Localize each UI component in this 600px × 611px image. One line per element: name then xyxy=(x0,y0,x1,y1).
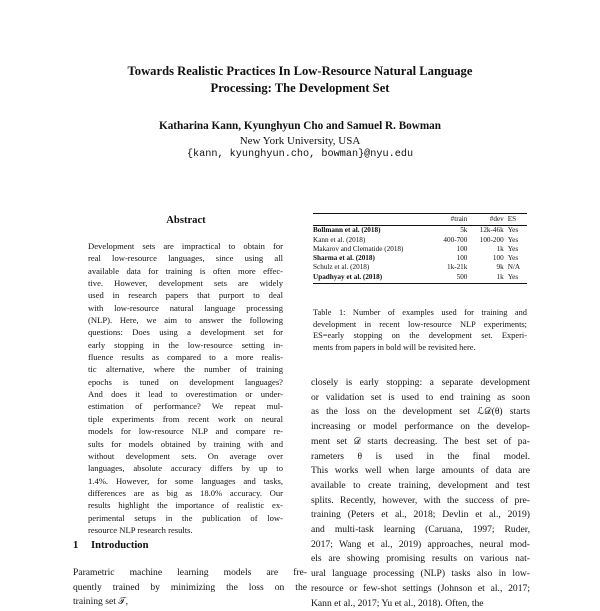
table-1-caption xyxy=(313,307,527,353)
body-line: 2017; Wang et al., 2019) approaches, neural mod- xyxy=(311,538,530,550)
abstract-line: sults for models obtained by training with and xyxy=(88,438,283,449)
table-cell-es: Yes xyxy=(507,244,519,253)
introduction-body xyxy=(73,566,307,610)
table-body xyxy=(313,226,527,284)
abstract-line: used in research papers that purport to deal xyxy=(88,290,283,301)
abstract-line: tic alternative, where the number of training xyxy=(88,364,283,375)
table-cell-name: Upadhyay et al. (2018) xyxy=(313,273,433,284)
abstract-line: with low-resource natural language processing xyxy=(88,302,283,313)
table-row xyxy=(313,226,527,236)
abstract-heading: Abstract xyxy=(166,215,206,226)
abstract-line: resource NLP research results. xyxy=(88,524,193,535)
table-cell-name: Makarov and Clematide (2018) xyxy=(313,244,404,253)
table-cell-dev: 100-200 xyxy=(479,235,504,244)
table-row xyxy=(313,254,527,263)
table-header-cell: #train xyxy=(433,214,469,226)
table-header-cell xyxy=(313,214,433,226)
table-cell-dev: 1k xyxy=(496,244,504,253)
table-cell-es: Yes xyxy=(507,254,519,263)
body-line: training (Peters et al., 2018; Devlin et al., 2019) xyxy=(311,509,530,521)
abstract-body xyxy=(88,240,283,536)
intro-line: training set 𝒯, xyxy=(73,596,129,608)
right-column-body xyxy=(311,376,530,611)
table-cell-train: 500 xyxy=(433,273,469,284)
table-cell-name: Sharma et al. (2018) xyxy=(313,254,375,263)
table-cell-name: Schulz et al. (2018) xyxy=(313,263,370,272)
table-cell-name: Kann et al. (2018) xyxy=(313,235,366,244)
body-line: as the loss on the development set ℒ𝒟(θ) starts xyxy=(311,406,530,418)
table-cell-train: 1k-21k xyxy=(447,263,468,272)
body-line: els are showing promising results on various nat- xyxy=(311,553,530,565)
abstract-line: perimental setups in the publication of low- xyxy=(88,512,283,523)
caption-line: development in recent low-resource NLP experiments; xyxy=(313,319,527,329)
abstract-line: 1.4%. However, for some languages and tasks, xyxy=(88,475,283,486)
section-title: Introduction xyxy=(91,540,149,551)
abstract-line: tive. However, development sets are widely xyxy=(88,278,283,289)
caption-line: ments from papers in bold will be revisited here. xyxy=(313,342,476,352)
author-list: Katharina Kann, Kyunghyun Cho and Samuel R. Bowman xyxy=(159,120,441,132)
body-line: Kann et al., 2017; Yu et al., 2018). Often, the xyxy=(311,597,484,609)
table-cell-dev: 100 xyxy=(492,254,504,263)
table-cell-dev: 1k xyxy=(469,273,505,284)
table-row xyxy=(313,236,527,245)
table-header-cell: #dev xyxy=(469,214,505,226)
abstract-line: results highlight the importance of realistic ex- xyxy=(88,500,283,511)
abstract-line: Development sets are impractical to obtain for xyxy=(88,241,283,251)
section-heading-introduction xyxy=(73,540,149,551)
section-number: 1 xyxy=(73,540,79,551)
abstract-line: fluence results as compared to a more realis- xyxy=(88,352,283,363)
table-cell-es: Yes xyxy=(507,226,519,235)
body-line: This works well when large amounts of data are xyxy=(311,465,530,477)
body-line: ment set 𝒟 starts decreasing. The best set of pa- xyxy=(311,435,530,447)
body-line: rameters θ is used in the final model. xyxy=(311,450,530,462)
body-line: resource or few-shot settings (Johnson et al., 2017; xyxy=(311,582,530,594)
table-row xyxy=(313,263,527,272)
table-header-row xyxy=(313,214,527,226)
table-1 xyxy=(313,213,527,284)
author-emails: {kann, kyunghyun.cho, bowman}@nyu.edu xyxy=(186,149,414,160)
abstract-line: (NLP). Here, we aim to answer the following xyxy=(88,315,283,326)
abstract-line: available data for training is often more effec- xyxy=(88,265,283,276)
body-line: or validation set is used to end training as soon xyxy=(311,391,530,403)
table-cell-train: 400-700 xyxy=(443,235,468,244)
table-cell-es: Yes xyxy=(507,235,519,244)
abstract-line: real low-resource languages, since using all xyxy=(88,253,283,264)
abstract-line: early stopping in the low-resource setting in- xyxy=(88,339,283,350)
table-cell-dev: 12k-46k xyxy=(479,226,504,235)
intro-line: quently trained by minimizing the loss on the xyxy=(73,581,307,593)
table-cell-es: N/A xyxy=(507,263,521,272)
body-line: ural language processing (NLP) tasks also in low- xyxy=(311,568,530,580)
table-cell-dev: 9k xyxy=(496,263,504,272)
abstract-line: tiple experiments from recent work on neural xyxy=(88,413,283,424)
table-row xyxy=(313,273,527,284)
body-line: increasing or model performance on the develop- xyxy=(311,421,530,433)
table-cell-train: 100 xyxy=(456,244,468,253)
paper-title-line-2: Processing: The Development Set xyxy=(210,81,390,95)
body-line: and multi-task learning (Caruana, 1997; Ruder, xyxy=(311,524,530,536)
body-line: splits. Recently, however, with the success of pre- xyxy=(311,494,530,506)
abstract-line: questions: Does using a development set for xyxy=(88,327,283,338)
abstract-line: epochs is tuned on development languages? xyxy=(88,376,283,387)
abstract-line: estimation of performance? We repeat mul- xyxy=(88,401,283,412)
abstract-line: And does it lead to overestimation or under- xyxy=(88,389,283,400)
intro-line: Parametric machine learning models are fre- xyxy=(73,567,307,578)
body-line: available to create training, development and test xyxy=(311,479,530,491)
paper-title-line-1: Towards Realistic Practices In Low-Resource Natural Language xyxy=(127,64,473,78)
caption-line: Table 1: Number of examples used for training and xyxy=(313,308,527,317)
table-header-cell: ES xyxy=(506,214,527,226)
abstract-line: differences are as big as 18.0% accuracy. Our xyxy=(88,487,283,498)
table-cell-es: Yes xyxy=(506,273,527,284)
table-cell-name: Bollmann et al. (2018) xyxy=(313,226,381,235)
abstract-line: languages, absolute accuracy differs by up to xyxy=(88,463,283,474)
affiliation: New York University, USA xyxy=(239,135,361,147)
table-cell-train: 100 xyxy=(456,254,468,263)
abstract-line: without development sets. On average over xyxy=(88,450,283,461)
body-line: closely is early stopping: a separate development xyxy=(311,377,530,388)
caption-line: ES=early stopping on the development set. Experi- xyxy=(313,331,527,341)
abstract-line: models for low-resource NLP and compare re- xyxy=(88,426,283,437)
table-cell-train: 5k xyxy=(460,226,468,235)
table-row xyxy=(313,245,527,254)
